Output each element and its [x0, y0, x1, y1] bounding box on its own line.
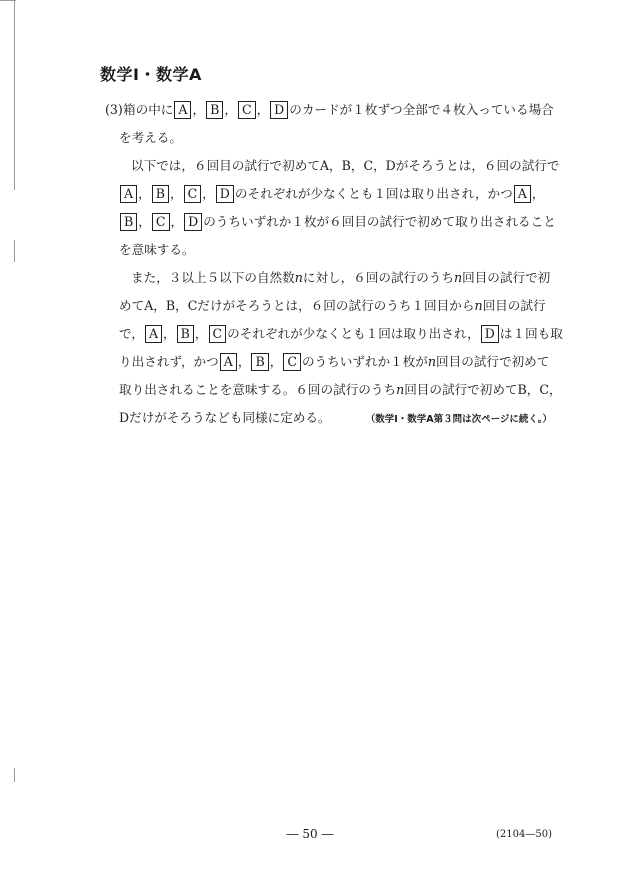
- paragraph-2: 以下では，６回目の試行で初めてA，B，C，Dがそろうとは，６回の試行で A ， B ， C ， D のそれぞれが少なくとも１回は取り出され，かつ A ， B ， C ， D のうちいずれか１枚が６回目の試行で初めて取り出されること を意味する。: [119, 158, 560, 257]
- paragraph-1: (3)箱の中に A ， B ， C ， D のカードが１枚ずつ全部で４枚入っている場合 を考える。: [119, 96, 559, 152]
- card-b: B: [177, 325, 194, 343]
- paragraph-3: また，３以上５以下の自然数nに対し，６回の試行のうちn回目の試行で初 めてA，B，Cだけがそろうとは，６回の試行のうち１回目からn回目の試行 で， A ， B ， C のそれぞれが少なくとも１回は取り出され， D は１回も取 り出されず，かつ A ， B ， C のうちいずれか１枚がn回目の試行で初めて 取り出されることを意味する。６回の試行のうちn回目の試行で初めてB，C， Dだけがそろうなども同様に定める。: [119, 270, 563, 425]
- card-b: B: [120, 213, 137, 231]
- card-a: A: [174, 101, 191, 119]
- card-b: B: [251, 353, 268, 371]
- card-c: C: [283, 353, 301, 371]
- card-d: D: [216, 185, 234, 203]
- section-heading: 数学Ⅰ・数学A: [100, 65, 202, 84]
- page-code: (2104—50): [496, 829, 552, 840]
- card-a: A: [120, 185, 137, 203]
- card-a: A: [145, 325, 162, 343]
- card-d: D: [481, 325, 499, 343]
- scan-edge-line: [14, 240, 15, 262]
- variable-n: n: [474, 298, 483, 313]
- card-d: D: [270, 101, 288, 119]
- card-d: D: [184, 213, 202, 231]
- card-c: C: [238, 101, 256, 119]
- continuation-note: （数学Ⅰ・数学A第３問は次ページに続く。）: [365, 414, 552, 425]
- scan-edge-line: [14, 768, 15, 782]
- card-c: C: [184, 185, 202, 203]
- card-a: A: [220, 353, 237, 371]
- variable-n: n: [294, 270, 303, 285]
- problem-body: [105, 96, 563, 432]
- card-c: C: [209, 325, 227, 343]
- variable-n: n: [396, 382, 405, 397]
- card-a: A: [514, 185, 531, 203]
- card-c: C: [152, 213, 170, 231]
- page-number: ― 50 ―: [286, 827, 334, 841]
- variable-n: n: [427, 354, 437, 369]
- problem-number: (3): [105, 102, 123, 117]
- card-b: B: [152, 185, 169, 203]
- card-b: B: [206, 101, 223, 119]
- scan-edge-line: [14, 0, 15, 190]
- variable-n: n: [453, 270, 463, 285]
